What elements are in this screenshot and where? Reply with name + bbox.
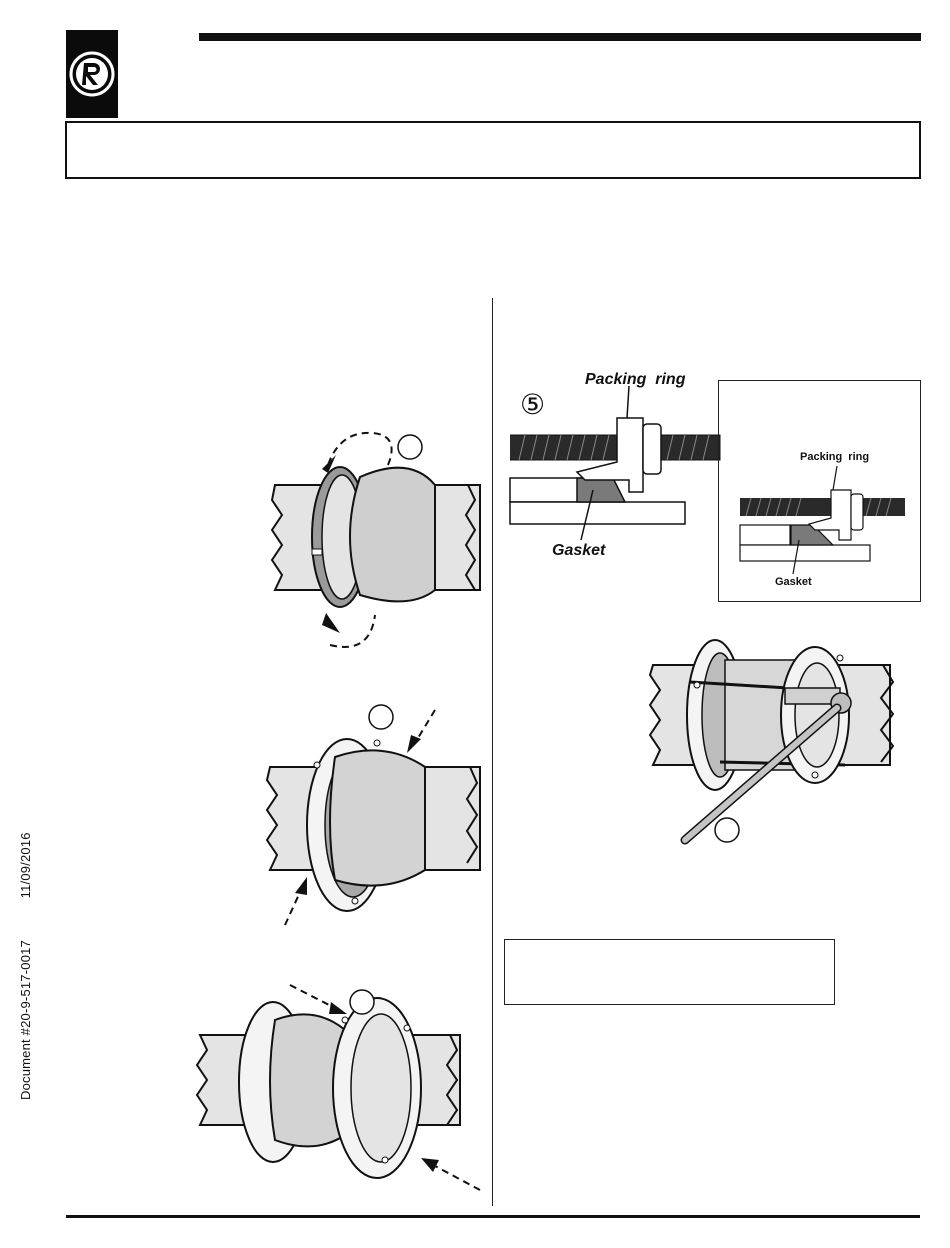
r-logo-icon [66, 30, 118, 118]
brand-logo [66, 30, 118, 118]
figure-inset-cross-section [735, 470, 910, 570]
document-footer [18, 832, 33, 1100]
column-divider [492, 298, 493, 1206]
footer-rule [66, 1215, 920, 1218]
note-box [504, 939, 835, 1005]
document-date: 11/09/2016 [18, 832, 33, 899]
inset-gasket-label: Gasket [775, 576, 812, 588]
step-number: ⑤ [520, 389, 546, 420]
packing-ring-label: Packing ring [585, 371, 686, 388]
header-rule [199, 33, 921, 41]
figure-bolt-tightening [645, 640, 905, 850]
header-title-box [65, 121, 921, 179]
figure-flange-pair [195, 980, 490, 1195]
figure-split-ring [270, 425, 480, 655]
inset-packing-ring-label: Packing ring [800, 451, 870, 463]
figure-flange-install [265, 705, 480, 930]
gasket-label: Gasket [552, 542, 606, 559]
document-number: Document #20-9-517-0017 [18, 940, 33, 1100]
